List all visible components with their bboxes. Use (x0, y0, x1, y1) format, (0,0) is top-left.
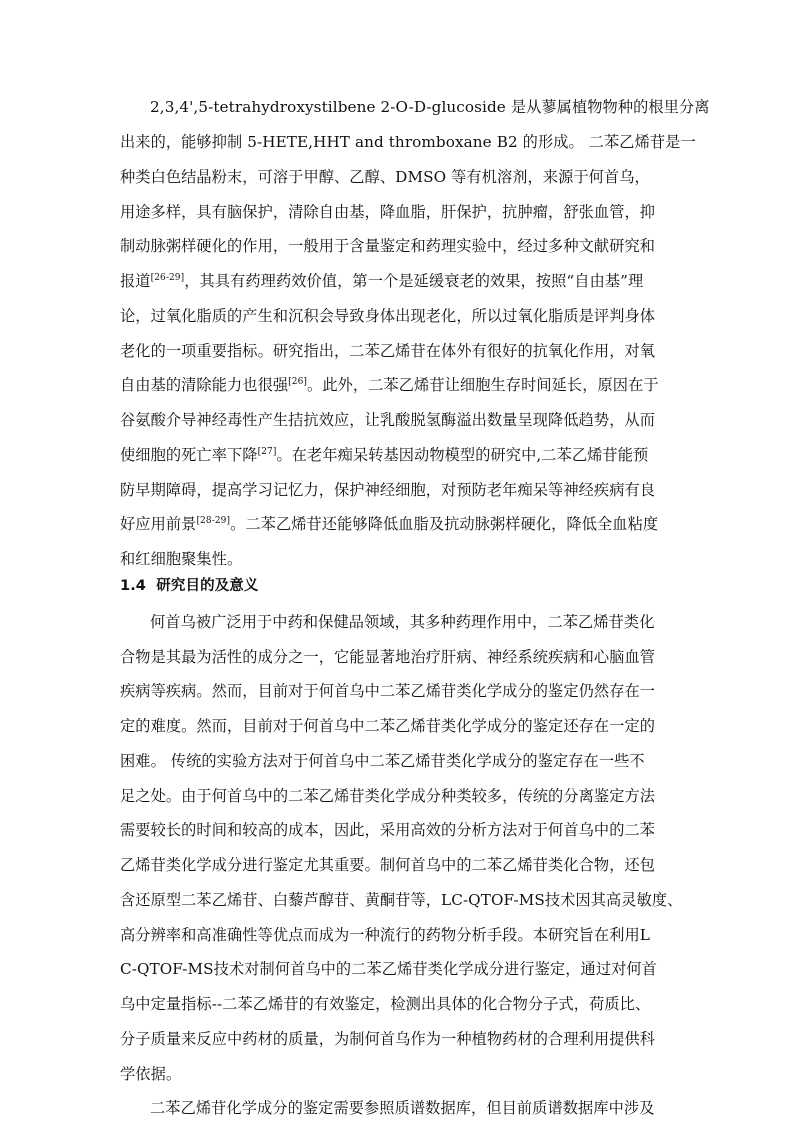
paragraph-3-line-1: 二苯乙烯苷化学成分的鉴定需要参照质谱数据库，但目前质谱数据库中涉及 (150, 1099, 655, 1117)
paragraph-2-line-1: 何首乌被广泛用于中药和保健品领域，其多种药理作用中，二苯乙烯苷类化 (150, 613, 655, 631)
paragraph-2-line-6: 足之处。由于何首乌中的二苯乙烯苷类化学成分种类较多，传统的分离鉴定方法 (120, 787, 656, 805)
citation-ref: [26-29] (150, 273, 185, 283)
citation-ref: [27] (257, 447, 277, 457)
paragraph-2-line-12: 乌中定量指标--二苯乙烯苷的有效鉴定，检测出具体的化合物分子式，荷质比、 (120, 995, 651, 1013)
section-heading (120, 576, 259, 596)
text-run: 报道 (120, 272, 151, 290)
paragraph-1-line-14: 和红细胞聚集性。 (120, 550, 243, 568)
text-run: 好应用前景 (120, 515, 197, 533)
text-run: 。此外，二苯乙烯苷让细胞生存时间延长，原因在于 (307, 376, 659, 394)
paragraph-1-line-7: 论，过氧化脂质的产生和沉积会导致身体出现老化，所以过氧化脂质是评判身体 (120, 307, 656, 325)
paragraph-2-line-8: 乙烯苷类化学成分进行鉴定尤其重要。制何首乌中的二苯乙烯苷类化合物，还包 (120, 856, 656, 874)
paragraph-1-line-4: 用途多样，具有脑保护，清除自由基，降血脂，肝保护，抗肿瘤，舒张血管，抑 (120, 203, 656, 221)
paragraph-1-line-6 (120, 271, 643, 291)
section-number: 1.4 (120, 578, 146, 594)
text-run: 。二苯乙烯苷还能够降低血脂及抗动脉粥样硬化，降低全血粘度 (230, 515, 659, 533)
paragraph-2-line-7: 需要较长的时间和较高的成本，因此，采用高效的分析方法对于何首乌中的二苯 (120, 821, 656, 839)
paragraph-2-line-10: 高分辨率和高准确性等优点而成为一种流行的药物分析手段。本研究旨在利用L (120, 926, 650, 944)
paragraph-1-line-12: 防早期障碍，提高学习记忆力，保护神经细胞，对预防老年痴呆等神经疾病有良 (120, 481, 656, 499)
text-run: 使细胞的死亡率下降 (120, 446, 258, 464)
paragraph-2-line-11: C-QTOF-MS技术对制何首乌中的二苯乙烯苷类化学成分进行鉴定，通过对何首 (120, 960, 657, 978)
paragraph-1-line-1: 2,3,4',5-tetrahydroxystilbene 2-O-D-glucoside 是从蓼属植物物种的根里分离 (150, 98, 710, 116)
paragraph-2-line-14: 学依据。 (120, 1065, 182, 1083)
paragraph-1-line-2: 出来的，能够抑制 5-HETE,HHT and thromboxane B2 的形成。 二苯乙烯苷是一 (120, 133, 696, 151)
paragraph-2-line-3: 疾病等疾病。然而，目前对于何首乌中二苯乙烯苷类化学成分的鉴定仍然存在一 (120, 682, 656, 700)
paragraph-2-line-5: 困难。 传统的实验方法对于何首乌中二苯乙烯苷类化学成分的鉴定存在一些不 (120, 752, 645, 770)
paragraph-1-line-5: 制动脉粥样硬化的作用，一般用于含量鉴定和药理实验中，经过多种文献研究和 (120, 237, 656, 255)
paragraph-1-line-13 (120, 514, 658, 534)
paragraph-2-line-9: 含还原型二苯乙烯苷、白藜芦醇苷、黄酮苷等，LC-QTOF-MS技术因其高灵敏度、 (120, 891, 683, 909)
text-run: ，其具有药理药效价值，第一个是延缓衰老的效果，按照“自由基”理 (184, 272, 644, 290)
paragraph-1-line-10: 谷氨酸介导神经毒性产生拮抗效应，让乳酸脱氢酶溢出数量呈现降低趋势，从而 (120, 411, 656, 429)
text-run: 自由基的清除能力也很强 (120, 376, 289, 394)
paragraph-1-line-3: 种类白色结晶粉末，可溶于甲醇、乙醇、DMSO 等有机溶剂，来源于何首乌， (120, 168, 650, 186)
paragraph-2-line-4: 定的难度。然而，目前对于何首乌中二苯乙烯苷类化学成分的鉴定还存在一定的 (120, 717, 656, 735)
section-title: 研究目的及意义 (156, 578, 259, 594)
paragraph-1-line-8: 老化的一项重要指标。研究指出，二苯乙烯苷在体外有很好的抗氧化作用，对氧 (120, 342, 656, 360)
citation-ref: [26] (288, 377, 308, 387)
paragraph-1-line-9 (120, 375, 659, 395)
paragraph-1-line-11 (120, 445, 648, 465)
paragraph-2-line-13: 分子质量来反应中药材的质量，为制何首乌作为一种植物药材的合理利用提供科 (120, 1030, 656, 1048)
text-run: 。在老年痴呆转基因动物模型的研究中,二苯乙烯苷能预 (276, 446, 649, 464)
citation-ref: [28-29] (196, 516, 231, 526)
paragraph-2-line-2: 合物是其最为活性的成分之一，它能显著地治疗肝病、神经系统疾病和心脑血管 (120, 648, 656, 666)
